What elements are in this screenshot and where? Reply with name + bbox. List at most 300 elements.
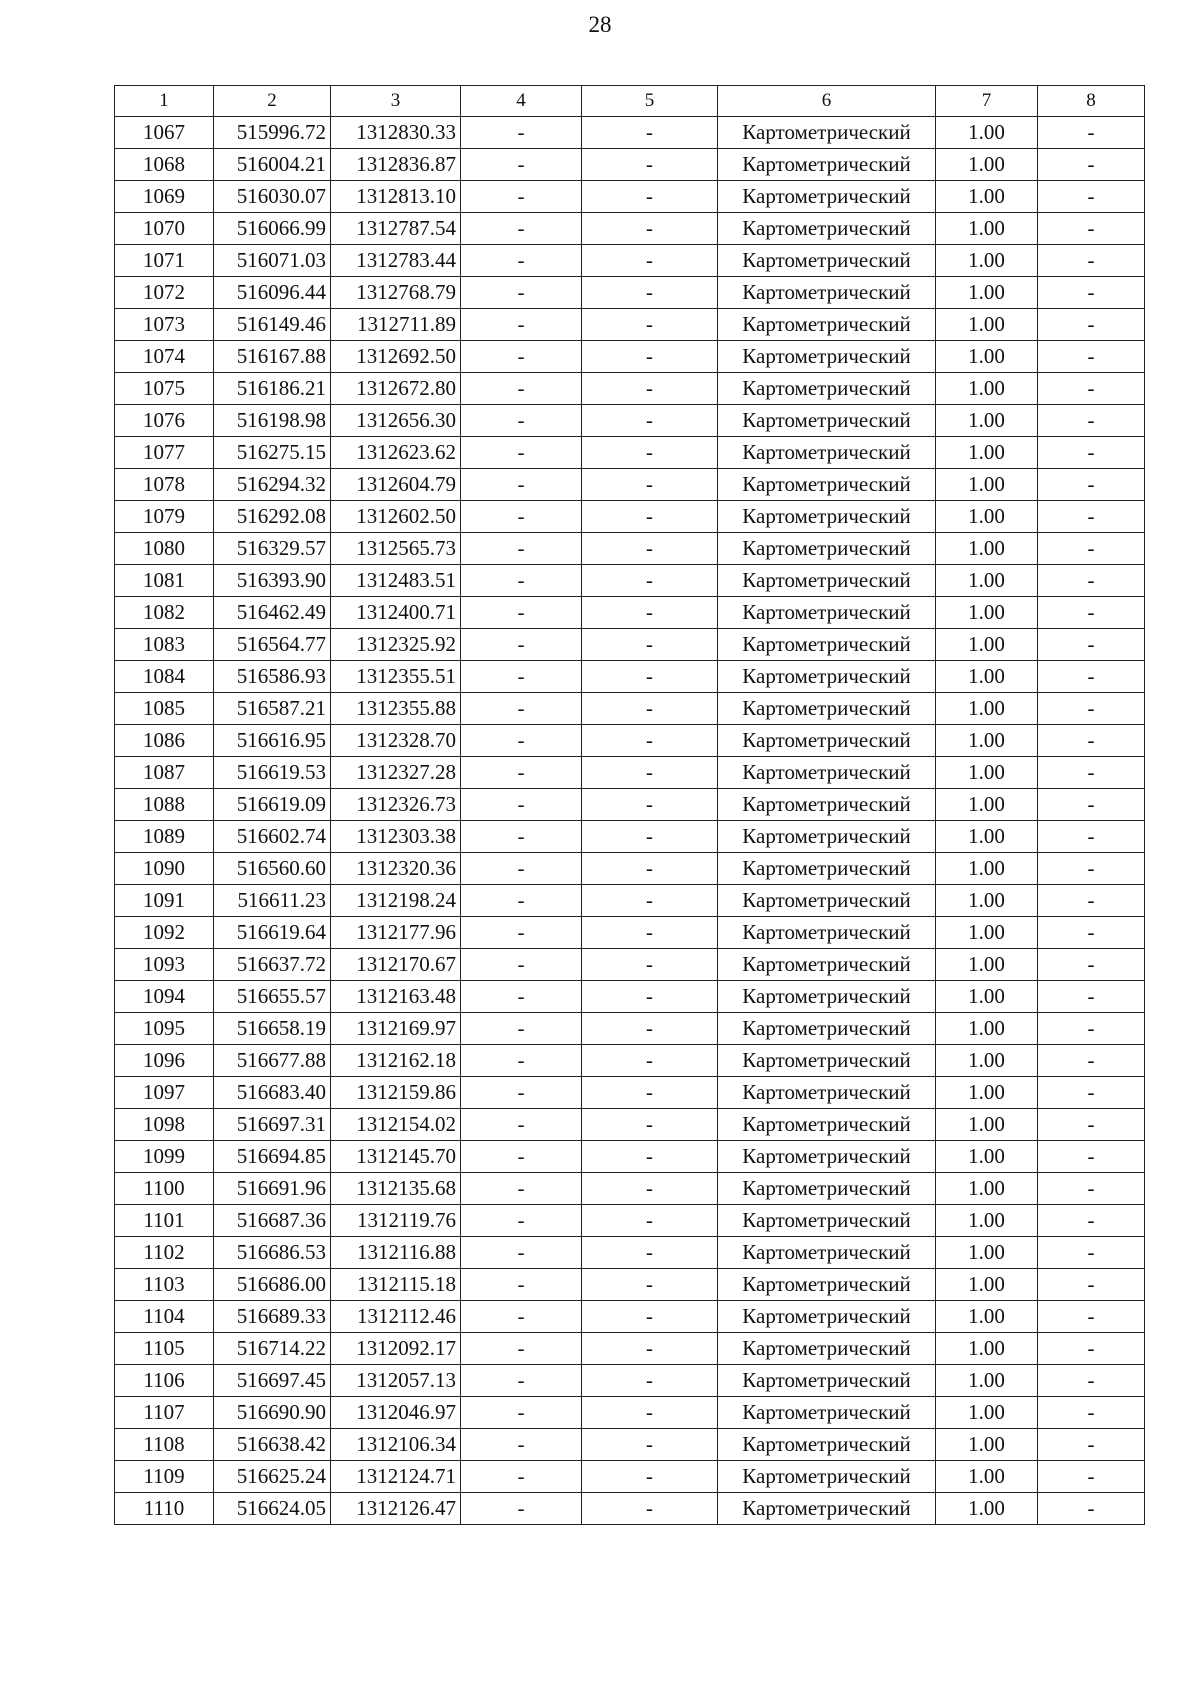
y-coordinate-cell: 1312602.50 xyxy=(331,501,461,533)
y-coordinate-cell: 1312198.24 xyxy=(331,885,461,917)
column-header: 6 xyxy=(718,86,936,117)
table-row xyxy=(115,533,1145,565)
column-5-cell: - xyxy=(582,309,718,341)
y-coordinate-cell: 1312177.96 xyxy=(331,917,461,949)
column-4-cell: - xyxy=(461,437,582,469)
x-coordinate-cell: 516004.21 xyxy=(214,149,331,181)
accuracy-cell: 1.00 xyxy=(936,917,1038,949)
column-5-cell: - xyxy=(582,1333,718,1365)
y-coordinate-cell: 1312145.70 xyxy=(331,1141,461,1173)
x-coordinate-cell: 516611.23 xyxy=(214,885,331,917)
column-5-cell: - xyxy=(582,1109,718,1141)
point-number-cell: 1074 xyxy=(115,341,214,373)
column-4-cell: - xyxy=(461,1173,582,1205)
table-row xyxy=(115,341,1145,373)
column-5-cell: - xyxy=(582,629,718,661)
x-coordinate-cell: 516638.42 xyxy=(214,1429,331,1461)
y-coordinate-cell: 1312116.88 xyxy=(331,1237,461,1269)
column-5-cell: - xyxy=(582,245,718,277)
column-8-cell: - xyxy=(1038,725,1145,757)
method-cell: Картометрический xyxy=(718,309,936,341)
y-coordinate-cell: 1312711.89 xyxy=(331,309,461,341)
y-coordinate-cell: 1312656.30 xyxy=(331,405,461,437)
column-8-cell: - xyxy=(1038,405,1145,437)
point-number-cell: 1067 xyxy=(115,117,214,149)
accuracy-cell: 1.00 xyxy=(936,565,1038,597)
column-8-cell: - xyxy=(1038,437,1145,469)
accuracy-cell: 1.00 xyxy=(936,853,1038,885)
y-coordinate-cell: 1312320.36 xyxy=(331,853,461,885)
point-number-cell: 1073 xyxy=(115,309,214,341)
column-5-cell: - xyxy=(582,1365,718,1397)
method-cell: Картометрический xyxy=(718,341,936,373)
table-row xyxy=(115,981,1145,1013)
column-5-cell: - xyxy=(582,789,718,821)
table-row xyxy=(115,1205,1145,1237)
table-row xyxy=(115,1141,1145,1173)
column-8-cell: - xyxy=(1038,917,1145,949)
column-header: 8 xyxy=(1038,86,1145,117)
column-5-cell: - xyxy=(582,885,718,917)
table-row xyxy=(115,149,1145,181)
column-5-cell: - xyxy=(582,1141,718,1173)
table-row xyxy=(115,821,1145,853)
accuracy-cell: 1.00 xyxy=(936,501,1038,533)
point-number-cell: 1091 xyxy=(115,885,214,917)
x-coordinate-cell: 516714.22 xyxy=(214,1333,331,1365)
y-coordinate-cell: 1312813.10 xyxy=(331,181,461,213)
column-5-cell: - xyxy=(582,853,718,885)
table-row xyxy=(115,1461,1145,1493)
table-row xyxy=(115,117,1145,149)
column-header: 1 xyxy=(115,86,214,117)
point-number-cell: 1088 xyxy=(115,789,214,821)
method-cell: Картометрический xyxy=(718,917,936,949)
accuracy-cell: 1.00 xyxy=(936,661,1038,693)
table-row xyxy=(115,1109,1145,1141)
method-cell: Картометрический xyxy=(718,885,936,917)
point-number-cell: 1092 xyxy=(115,917,214,949)
point-number-cell: 1095 xyxy=(115,1013,214,1045)
table-row xyxy=(115,213,1145,245)
column-4-cell: - xyxy=(461,725,582,757)
column-8-cell: - xyxy=(1038,629,1145,661)
column-8-cell: - xyxy=(1038,469,1145,501)
column-5-cell: - xyxy=(582,981,718,1013)
x-coordinate-cell: 516294.32 xyxy=(214,469,331,501)
column-5-cell: - xyxy=(582,1077,718,1109)
column-4-cell: - xyxy=(461,1141,582,1173)
table-row xyxy=(115,789,1145,821)
method-cell: Картометрический xyxy=(718,1141,936,1173)
point-number-cell: 1086 xyxy=(115,725,214,757)
column-5-cell: - xyxy=(582,1045,718,1077)
x-coordinate-cell: 516586.93 xyxy=(214,661,331,693)
accuracy-cell: 1.00 xyxy=(936,181,1038,213)
accuracy-cell: 1.00 xyxy=(936,1013,1038,1045)
x-coordinate-cell: 516602.74 xyxy=(214,821,331,853)
method-cell: Картометрический xyxy=(718,533,936,565)
table-row xyxy=(115,597,1145,629)
column-5-cell: - xyxy=(582,181,718,213)
method-cell: Картометрический xyxy=(718,853,936,885)
column-5-cell: - xyxy=(582,149,718,181)
x-coordinate-cell: 516677.88 xyxy=(214,1045,331,1077)
x-coordinate-cell: 516691.96 xyxy=(214,1173,331,1205)
column-8-cell: - xyxy=(1038,661,1145,693)
column-4-cell: - xyxy=(461,629,582,661)
x-coordinate-cell: 516686.53 xyxy=(214,1237,331,1269)
column-4-cell: - xyxy=(461,1301,582,1333)
table-row xyxy=(115,1397,1145,1429)
method-cell: Картометрический xyxy=(718,245,936,277)
column-8-cell: - xyxy=(1038,1205,1145,1237)
x-coordinate-cell: 516071.03 xyxy=(214,245,331,277)
point-number-cell: 1090 xyxy=(115,853,214,885)
method-cell: Картометрический xyxy=(718,725,936,757)
table-row xyxy=(115,661,1145,693)
accuracy-cell: 1.00 xyxy=(936,245,1038,277)
method-cell: Картометрический xyxy=(718,213,936,245)
accuracy-cell: 1.00 xyxy=(936,693,1038,725)
accuracy-cell: 1.00 xyxy=(936,405,1038,437)
method-cell: Картометрический xyxy=(718,1333,936,1365)
column-8-cell: - xyxy=(1038,373,1145,405)
column-5-cell: - xyxy=(582,1173,718,1205)
table-row xyxy=(115,1429,1145,1461)
table-row xyxy=(115,917,1145,949)
column-4-cell: - xyxy=(461,1333,582,1365)
column-5-cell: - xyxy=(582,341,718,373)
column-5-cell: - xyxy=(582,661,718,693)
y-coordinate-cell: 1312355.51 xyxy=(331,661,461,693)
y-coordinate-cell: 1312106.34 xyxy=(331,1429,461,1461)
table-header-row xyxy=(115,86,1145,117)
method-cell: Картометрический xyxy=(718,565,936,597)
method-cell: Картометрический xyxy=(718,949,936,981)
method-cell: Картометрический xyxy=(718,437,936,469)
y-coordinate-cell: 1312163.48 xyxy=(331,981,461,1013)
column-8-cell: - xyxy=(1038,1045,1145,1077)
x-coordinate-cell: 516619.53 xyxy=(214,757,331,789)
column-8-cell: - xyxy=(1038,1461,1145,1493)
y-coordinate-cell: 1312400.71 xyxy=(331,597,461,629)
column-5-cell: - xyxy=(582,1301,718,1333)
column-header: 4 xyxy=(461,86,582,117)
column-5-cell: - xyxy=(582,1269,718,1301)
x-coordinate-cell: 516686.00 xyxy=(214,1269,331,1301)
column-8-cell: - xyxy=(1038,149,1145,181)
column-4-cell: - xyxy=(461,949,582,981)
table-row xyxy=(115,373,1145,405)
column-5-cell: - xyxy=(582,1429,718,1461)
column-5-cell: - xyxy=(582,693,718,725)
y-coordinate-cell: 1312692.50 xyxy=(331,341,461,373)
table-row xyxy=(115,245,1145,277)
accuracy-cell: 1.00 xyxy=(936,1365,1038,1397)
x-coordinate-cell: 516697.31 xyxy=(214,1109,331,1141)
column-4-cell: - xyxy=(461,1077,582,1109)
column-5-cell: - xyxy=(582,1013,718,1045)
table-row xyxy=(115,565,1145,597)
column-4-cell: - xyxy=(461,341,582,373)
column-4-cell: - xyxy=(461,821,582,853)
column-8-cell: - xyxy=(1038,757,1145,789)
table-row xyxy=(115,1045,1145,1077)
column-8-cell: - xyxy=(1038,949,1145,981)
method-cell: Картометрический xyxy=(718,981,936,1013)
column-8-cell: - xyxy=(1038,1237,1145,1269)
method-cell: Картометрический xyxy=(718,629,936,661)
table-row xyxy=(115,1237,1145,1269)
accuracy-cell: 1.00 xyxy=(936,789,1038,821)
accuracy-cell: 1.00 xyxy=(936,1301,1038,1333)
column-4-cell: - xyxy=(461,213,582,245)
point-number-cell: 1071 xyxy=(115,245,214,277)
x-coordinate-cell: 516462.49 xyxy=(214,597,331,629)
point-number-cell: 1081 xyxy=(115,565,214,597)
accuracy-cell: 1.00 xyxy=(936,533,1038,565)
point-number-cell: 1068 xyxy=(115,149,214,181)
x-coordinate-cell: 516066.99 xyxy=(214,213,331,245)
method-cell: Картометрический xyxy=(718,181,936,213)
column-8-cell: - xyxy=(1038,981,1145,1013)
column-8-cell: - xyxy=(1038,309,1145,341)
method-cell: Картометрический xyxy=(718,1045,936,1077)
table-row xyxy=(115,469,1145,501)
column-5-cell: - xyxy=(582,469,718,501)
accuracy-cell: 1.00 xyxy=(936,885,1038,917)
x-coordinate-cell: 516619.09 xyxy=(214,789,331,821)
point-number-cell: 1110 xyxy=(115,1493,214,1525)
table-row xyxy=(115,1365,1145,1397)
point-number-cell: 1070 xyxy=(115,213,214,245)
column-8-cell: - xyxy=(1038,1173,1145,1205)
column-8-cell: - xyxy=(1038,1429,1145,1461)
method-cell: Картометрический xyxy=(718,1301,936,1333)
x-coordinate-cell: 516694.85 xyxy=(214,1141,331,1173)
x-coordinate-cell: 516292.08 xyxy=(214,501,331,533)
method-cell: Картометрический xyxy=(718,1109,936,1141)
x-coordinate-cell: 516587.21 xyxy=(214,693,331,725)
accuracy-cell: 1.00 xyxy=(936,1077,1038,1109)
y-coordinate-cell: 1312327.28 xyxy=(331,757,461,789)
column-5-cell: - xyxy=(582,1493,718,1525)
accuracy-cell: 1.00 xyxy=(936,1141,1038,1173)
column-8-cell: - xyxy=(1038,565,1145,597)
y-coordinate-cell: 1312565.73 xyxy=(331,533,461,565)
point-number-cell: 1079 xyxy=(115,501,214,533)
method-cell: Картометрический xyxy=(718,1077,936,1109)
column-4-cell: - xyxy=(461,853,582,885)
y-coordinate-cell: 1312830.33 xyxy=(331,117,461,149)
x-coordinate-cell: 516393.90 xyxy=(214,565,331,597)
column-4-cell: - xyxy=(461,245,582,277)
column-8-cell: - xyxy=(1038,341,1145,373)
column-5-cell: - xyxy=(582,725,718,757)
column-8-cell: - xyxy=(1038,693,1145,725)
column-5-cell: - xyxy=(582,821,718,853)
point-number-cell: 1083 xyxy=(115,629,214,661)
y-coordinate-cell: 1312154.02 xyxy=(331,1109,461,1141)
accuracy-cell: 1.00 xyxy=(936,437,1038,469)
column-8-cell: - xyxy=(1038,597,1145,629)
column-5-cell: - xyxy=(582,917,718,949)
method-cell: Картометрический xyxy=(718,1429,936,1461)
column-8-cell: - xyxy=(1038,1365,1145,1397)
point-number-cell: 1078 xyxy=(115,469,214,501)
point-number-cell: 1107 xyxy=(115,1397,214,1429)
accuracy-cell: 1.00 xyxy=(936,1237,1038,1269)
method-cell: Картометрический xyxy=(718,1013,936,1045)
point-number-cell: 1076 xyxy=(115,405,214,437)
point-number-cell: 1105 xyxy=(115,1333,214,1365)
column-5-cell: - xyxy=(582,405,718,437)
accuracy-cell: 1.00 xyxy=(936,597,1038,629)
column-4-cell: - xyxy=(461,373,582,405)
accuracy-cell: 1.00 xyxy=(936,1429,1038,1461)
accuracy-cell: 1.00 xyxy=(936,373,1038,405)
column-4-cell: - xyxy=(461,1013,582,1045)
method-cell: Картометрический xyxy=(718,1397,936,1429)
method-cell: Картометрический xyxy=(718,1173,936,1205)
x-coordinate-cell: 516198.98 xyxy=(214,405,331,437)
column-4-cell: - xyxy=(461,1397,582,1429)
y-coordinate-cell: 1312623.62 xyxy=(331,437,461,469)
method-cell: Картометрический xyxy=(718,405,936,437)
accuracy-cell: 1.00 xyxy=(936,1109,1038,1141)
coordinates-table xyxy=(114,85,1145,1525)
accuracy-cell: 1.00 xyxy=(936,309,1038,341)
x-coordinate-cell: 516625.24 xyxy=(214,1461,331,1493)
x-coordinate-cell: 516624.05 xyxy=(214,1493,331,1525)
x-coordinate-cell: 516637.72 xyxy=(214,949,331,981)
point-number-cell: 1104 xyxy=(115,1301,214,1333)
x-coordinate-cell: 516658.19 xyxy=(214,1013,331,1045)
accuracy-cell: 1.00 xyxy=(936,1397,1038,1429)
column-4-cell: - xyxy=(461,501,582,533)
accuracy-cell: 1.00 xyxy=(936,1493,1038,1525)
y-coordinate-cell: 1312126.47 xyxy=(331,1493,461,1525)
column-5-cell: - xyxy=(582,213,718,245)
y-coordinate-cell: 1312115.18 xyxy=(331,1269,461,1301)
column-4-cell: - xyxy=(461,693,582,725)
method-cell: Картометрический xyxy=(718,821,936,853)
column-4-cell: - xyxy=(461,117,582,149)
method-cell: Картометрический xyxy=(718,373,936,405)
method-cell: Картометрический xyxy=(718,117,936,149)
table-row xyxy=(115,1269,1145,1301)
y-coordinate-cell: 1312836.87 xyxy=(331,149,461,181)
x-coordinate-cell: 516275.15 xyxy=(214,437,331,469)
column-4-cell: - xyxy=(461,405,582,437)
column-4-cell: - xyxy=(461,1461,582,1493)
accuracy-cell: 1.00 xyxy=(936,117,1038,149)
y-coordinate-cell: 1312328.70 xyxy=(331,725,461,757)
x-coordinate-cell: 516186.21 xyxy=(214,373,331,405)
x-coordinate-cell: 516149.46 xyxy=(214,309,331,341)
column-8-cell: - xyxy=(1038,1141,1145,1173)
column-8-cell: - xyxy=(1038,245,1145,277)
column-8-cell: - xyxy=(1038,821,1145,853)
column-4-cell: - xyxy=(461,1493,582,1525)
table-row xyxy=(115,629,1145,661)
accuracy-cell: 1.00 xyxy=(936,277,1038,309)
column-8-cell: - xyxy=(1038,501,1145,533)
accuracy-cell: 1.00 xyxy=(936,149,1038,181)
x-coordinate-cell: 516329.57 xyxy=(214,533,331,565)
table-row xyxy=(115,501,1145,533)
column-8-cell: - xyxy=(1038,1493,1145,1525)
column-5-cell: - xyxy=(582,501,718,533)
table-row xyxy=(115,885,1145,917)
accuracy-cell: 1.00 xyxy=(936,981,1038,1013)
y-coordinate-cell: 1312169.97 xyxy=(331,1013,461,1045)
method-cell: Картометрический xyxy=(718,1269,936,1301)
y-coordinate-cell: 1312170.67 xyxy=(331,949,461,981)
column-5-cell: - xyxy=(582,373,718,405)
column-8-cell: - xyxy=(1038,1397,1145,1429)
table-row xyxy=(115,309,1145,341)
table-row xyxy=(115,181,1145,213)
column-5-cell: - xyxy=(582,437,718,469)
column-4-cell: - xyxy=(461,1269,582,1301)
column-4-cell: - xyxy=(461,597,582,629)
column-5-cell: - xyxy=(582,1461,718,1493)
column-4-cell: - xyxy=(461,885,582,917)
x-coordinate-cell: 516619.64 xyxy=(214,917,331,949)
point-number-cell: 1099 xyxy=(115,1141,214,1173)
column-4-cell: - xyxy=(461,757,582,789)
y-coordinate-cell: 1312124.71 xyxy=(331,1461,461,1493)
column-4-cell: - xyxy=(461,1205,582,1237)
x-coordinate-cell: 516690.90 xyxy=(214,1397,331,1429)
table-row xyxy=(115,1493,1145,1525)
point-number-cell: 1082 xyxy=(115,597,214,629)
accuracy-cell: 1.00 xyxy=(936,757,1038,789)
x-coordinate-cell: 516616.95 xyxy=(214,725,331,757)
y-coordinate-cell: 1312672.80 xyxy=(331,373,461,405)
x-coordinate-cell: 516683.40 xyxy=(214,1077,331,1109)
column-4-cell: - xyxy=(461,533,582,565)
point-number-cell: 1098 xyxy=(115,1109,214,1141)
table-row xyxy=(115,1077,1145,1109)
x-coordinate-cell: 516687.36 xyxy=(214,1205,331,1237)
y-coordinate-cell: 1312057.13 xyxy=(331,1365,461,1397)
x-coordinate-cell: 515996.72 xyxy=(214,117,331,149)
table-row xyxy=(115,1301,1145,1333)
x-coordinate-cell: 516030.07 xyxy=(214,181,331,213)
column-4-cell: - xyxy=(461,789,582,821)
method-cell: Картометрический xyxy=(718,1205,936,1237)
point-number-cell: 1109 xyxy=(115,1461,214,1493)
column-4-cell: - xyxy=(461,981,582,1013)
column-5-cell: - xyxy=(582,1237,718,1269)
accuracy-cell: 1.00 xyxy=(936,1173,1038,1205)
table-row xyxy=(115,757,1145,789)
x-coordinate-cell: 516697.45 xyxy=(214,1365,331,1397)
table-row xyxy=(115,405,1145,437)
x-coordinate-cell: 516167.88 xyxy=(214,341,331,373)
page-number: 28 xyxy=(588,12,612,37)
point-number-cell: 1102 xyxy=(115,1237,214,1269)
accuracy-cell: 1.00 xyxy=(936,213,1038,245)
point-number-cell: 1100 xyxy=(115,1173,214,1205)
column-5-cell: - xyxy=(582,949,718,981)
y-coordinate-cell: 1312783.44 xyxy=(331,245,461,277)
point-number-cell: 1075 xyxy=(115,373,214,405)
column-8-cell: - xyxy=(1038,885,1145,917)
